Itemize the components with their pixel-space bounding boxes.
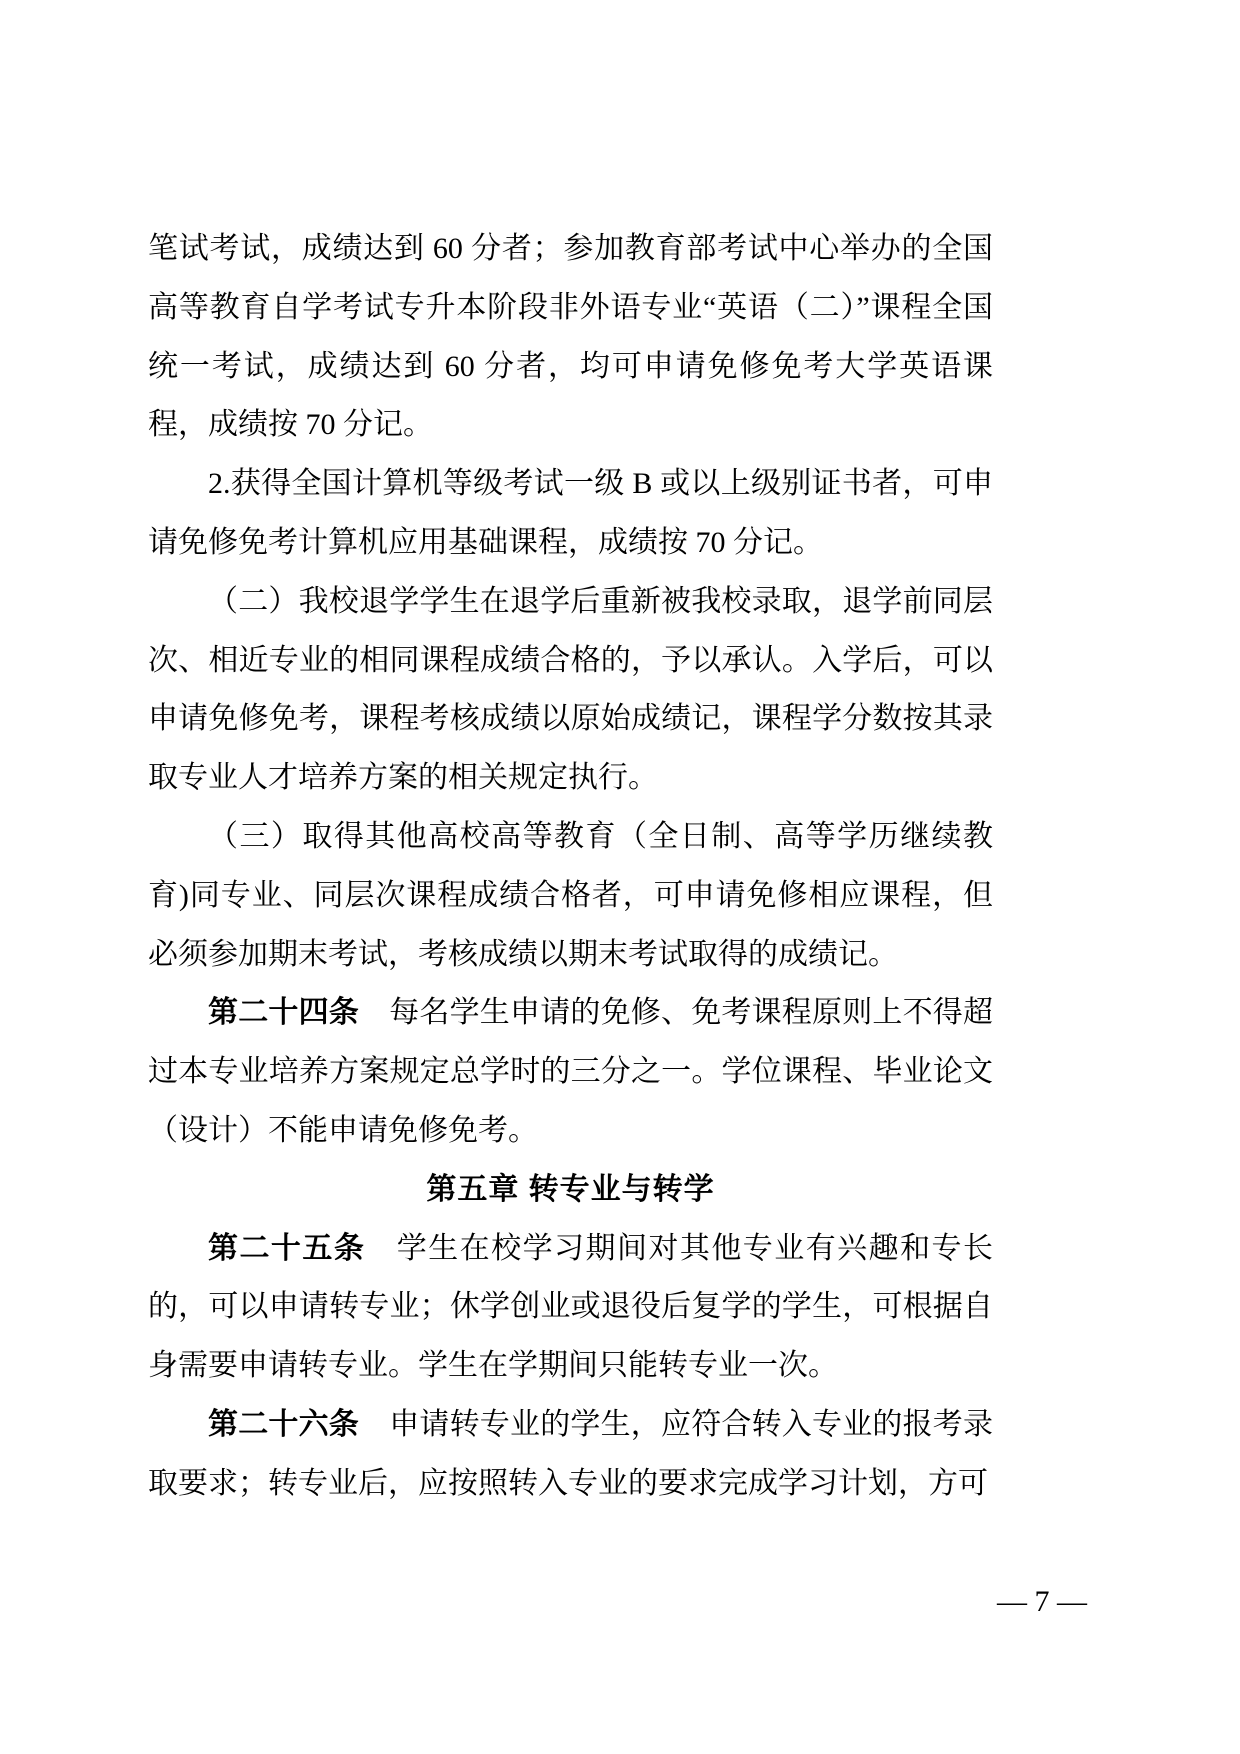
page-number: — 7 — xyxy=(997,1585,1087,1618)
paragraph-article-26 xyxy=(148,1396,993,1514)
paragraph-text: （二）我校退学学生在退学后重新被我校录取，退学前同层次、相近专业的相同课程成绩合格的，予以承认。入学后，可以申请免修免考，课程考核成绩以原始成绩记，课程学分数按其录取专业人才培养方案的相关规定执行。 xyxy=(148,584,993,795)
paragraph-text: 笔试考试，成绩达到 60 分者；参加教育部考试中心举办的全国高等教育自学考试专升本阶段非外语专业“英语（二）”课程全国统一考试，成绩达到 60 分者，均可申请免修免考大学英语课程，成绩按 70 分记。 xyxy=(148,232,993,442)
paragraph-item-2 xyxy=(148,455,993,573)
article-number-26: 第二十六条 xyxy=(208,1407,359,1441)
document-body xyxy=(148,220,993,1514)
paragraph-text: 学生在校学习期间对其他专业有兴趣和专长的，可以申请转专业；休学创业或退役后复学的学生，可根据自身需要申请转专业。学生在学期间只能转专业一次。 xyxy=(148,1231,994,1383)
paragraph-text: 每名学生申请的免修、免考课程原则上不得超过本专业培养方案规定总学时的三分之一。学位课程、毕业论文（设计）不能申请免修免考。 xyxy=(148,996,993,1147)
chapter-heading: 第五章 转专业与转学 xyxy=(426,1172,715,1206)
paragraph-text: （三）取得其他高校高等教育（全日制、高等学历继续教育)同专业、同层次课程成绩合格者，可申请免修相应课程，但必须参加期末考试，考核成绩以期末考试取得的成绩记。 xyxy=(148,819,993,971)
article-number-25: 第二十五条 xyxy=(208,1231,366,1265)
paragraph-continuation xyxy=(148,220,993,455)
paragraph-clause-2 xyxy=(148,573,993,808)
paragraph-clause-3 xyxy=(148,808,993,984)
paragraph-text: 2.获得全国计算机等级考试一级 B 或以上级别证书者，可申请免修免考计算机应用基础课程，成绩按 70 分记。 xyxy=(148,467,993,559)
paragraph-text: 申请转专业的学生，应符合转入专业的报考录取要求；转专业后，应按照转入专业的要求完成学习计划，方可 xyxy=(148,1407,993,1500)
article-number-24: 第二十四条 xyxy=(208,996,359,1030)
paragraph-article-25 xyxy=(148,1220,993,1396)
paragraph-article-24 xyxy=(148,984,993,1160)
